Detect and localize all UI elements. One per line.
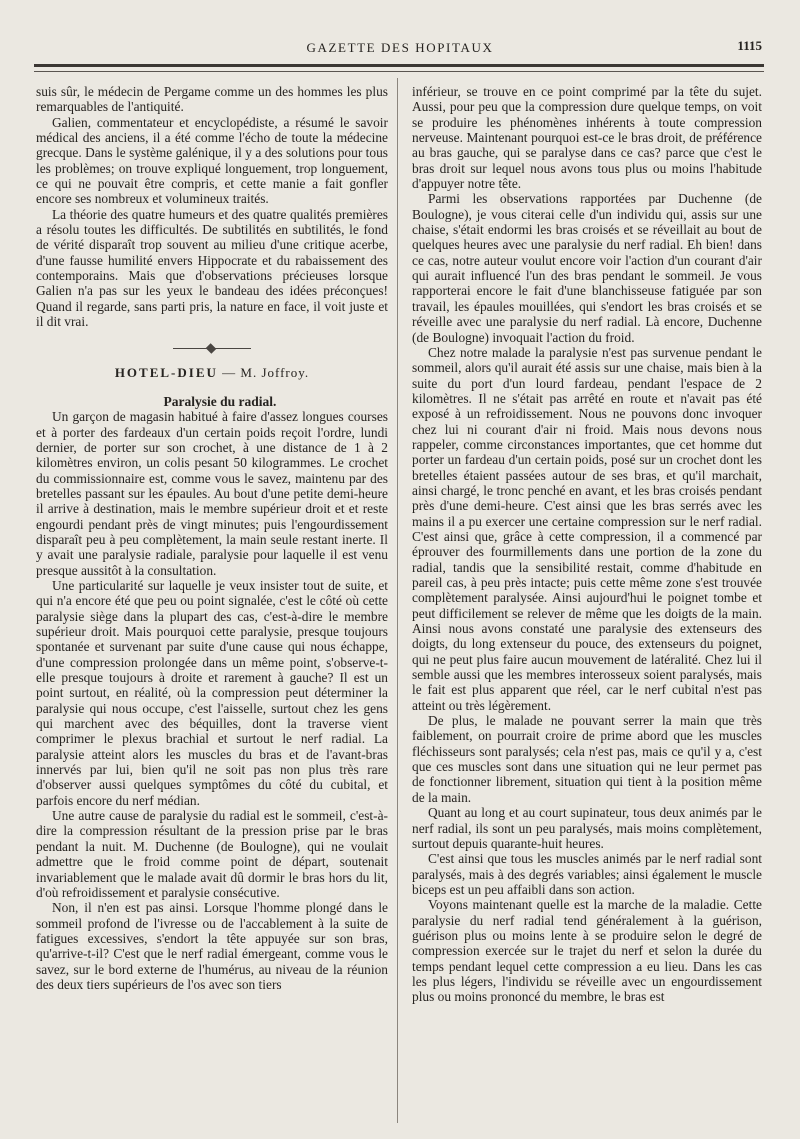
paragraph: Chez notre malade la paralysie n'est pas survenue pendant le sommeil, alors qu'il aurait été assis sur une chaise, mais bien à la suite du port d'un lourd fardeau, pendant l'espace de 2 kilomètres. Il ne s'était pas arrêté en route et n'avait pas été exposé à un refroidissement. Nous ne pouvons donc invoquer chez lui ni courant d'air ni froid. Mais nous devons nous rappeler, comme circonstances importantes, que cet homme dut porter un fardeau d'un certain poids, posé sur un crochet dont les bretelles étaient passées autour de ses bras, et qu'il marchait, ainsi chargé, le tronc penché en avant, et les bras croisés pendant près d'une demi-heure. C'est ainsi que les bras serrés avec les mains il a pu exercer une certaine compression sur le nerf radial. C'est ainsi que, grâce à cette compression, il a commencé par éprouver des fourmillements dans une portion de la zone du radial, tandis que la sensibilité restait, comme d'habitude en pareil cas, à peu près intacte; puis cette même zone s'est trouvée complètement paralysée. Ainsi aujourd'hui le poignet tombe et peut difficilement se relever de même que les doigts de la main. Ainsi nous avons constaté une paralysie des extenseurs des doigts, du long extenseur du pouce, des extenseurs du poignet, qui ne peut plus faire aucun mouvement de latéralité. Chez lui il semble aussi que les membres interosseux soient paralysés, mais le fait est plus apparent que réel, car le nerf cubital n'est pas atteint ou très légèrement. (412, 344, 762, 713)
right-column (412, 84, 762, 1005)
paragraph: Une autre cause de paralysie du radial est le sommeil, c'est-à-dire la compression résultant de la pression prise par le bras pendant la nuit. M. Duchenne (de Boulogne), qui ne voulait admettre que le froid comme point de départ, soutenait invariablement que le malade avait dû dormir le bras hors du lit, d'où refroidissement et paralysie consécutive. (36, 808, 388, 900)
doctor-name: M. Joffroy. (240, 364, 310, 380)
article-title: Paralysie du radial. (163, 393, 277, 409)
header-rule-thick (34, 64, 764, 67)
paragraph: suis sûr, le médecin de Pergame comme un des hommes les plus remarquables de l'antiquité. (36, 84, 388, 115)
left-column (36, 84, 388, 992)
header-rule-thin (34, 71, 764, 72)
paragraph: Galien, commentateur et encyclopédiste, a résumé le savoir médical des anciens, il a été comme l'écho de toute la médecine grecque. Dans le système galénique, il y a des solutions pour tous les problèmes; on trouve expliqué longuement, trop longuement, ce qui ne pouvait être compris, et cette manie a fait gonfler encore ses nombreux et volumineux traités. (36, 114, 388, 207)
paragraph: Parmi les observations rapportées par Duchenne (de Boulogne), je vous citerai celle d'un individu qui, assis sur une chaise, s'était endormi les bras croisés et se réveillait au bout de quelques heures avec une paralysie du nerf radial. Eh bien! dans ce cas, notre auteur voulut encore voir l'action d'un courant d'air qui aurait influencé l'un des bras pendant le sommeil. Je vous rapporterai encore le fait d'une blanchisseuse fatiguée par son travail, les épaules mouillées, qui s'endort les bras croisés et se réveille avec une paralysie du nerf radial. Là encore, Duchenne (de Boulogne) invoquait l'action du froid. (412, 191, 762, 345)
paragraph: La théorie des quatre humeurs et des quatre qualités premières a résolu toutes les difficultés. De subtilités en subtilités, le fond de vérité disparaît trop souvent au milieu d'une critique acerbe, d'une fausse humilité envers Hippocrate et du rabaissement des contemporains. Mais que d'observations précieuses lorsque Galien n'a pas sur les yeux le bandeau des idées préconçues! Quand il regarde, sans parti pris, la nature en face, il voit juste et il dit vrai. (36, 206, 388, 330)
hospital-name: HOTEL-DIEU (114, 364, 218, 380)
paragraph: Voyons maintenant quelle est la marche de la maladie. Cette paralysie du nerf radial tend généralement à la guérison, guérison plus ou moins lente à se produire selon le degré de compression exercée sur le trajet du nerf et selon la durée du temps pendant lequel cette compression a eu lieu. Dans les cas les plus légers, l'individu se réveille avec un engourdissement plus ou moins prononcé du membre, le bras est (412, 897, 762, 1005)
paragraph: De plus, le malade ne pouvant serrer la main que très faiblement, on pourrait croire de prime abord que les muscles fléchisseurs sont paralysés; cela n'est pas, mais ce qu'il y a, c'est que ces muscles sont dans une situation qui ne leur permet pas de fonctionner librement, situation qui tient à la position même de la main. (412, 713, 762, 805)
running-title: GAZETTE DES HOPITAUX (306, 40, 494, 55)
paragraph: Quant au long et au court supinateur, tous deux animés par le nerf radial, ils sont un peu paralysés, mais moins complètement, surtout depuis quarante-huit heures. (412, 805, 762, 851)
page-number: 1115 (737, 38, 762, 53)
paragraph: Non, il n'en est pas ainsi. Lorsque l'homme plongé dans le sommeil profond de l'ivresse ou de l'accablement à la suite de fatigues excessives, s'endort la tête appuyée sur son bras, qu'arrive-t-il? C'est que le nerf radial émergeant, comme vous le savez, sur le bord externe de l'humérus, au niveau de la réunion des deux tiers supérieurs de l'os avec son tiers (36, 900, 388, 992)
paragraph: inférieur, se trouve en ce point comprimé par la tête du sujet. Aussi, pour peu que la compression dure quelque temps, on voit se produire les phénomènes inhérents à toute compression nerveuse. Maintenant pourquoi est-ce le bras droit, de préférence au bras gauche, qui se paralyse dans ce cas? parce que c'est le bras droit sur lequel nous avons tous plus ou moins l'habitude d'appuyer notre tête. (412, 84, 762, 192)
section-separator (173, 348, 251, 349)
paragraph: Un garçon de magasin habitué à faire d'assez longues courses et à porter des fardeaux d'un certain poids reçoit l'ordre, lundi dernier, de porter sur son crochet, à une distance de 1 à 2 kilomètres environ, un colis pesant 50 kilogrammes. Le crochet du commissionnaire est, comme vous le savez, maintenu par des bretelles passant sur les épaules. Au bout d'une petite demi-heure il arrive à destination, mais le membre supérieur droit et et reste engourdi pendant près de vingt minutes; puis l'engourdissement disparaît peu à peu complètement, la main seule restant inerte. Il y avait une paralysie radiale, paralysie pour laquelle il est venu presque aussitôt à la consultation. (36, 409, 388, 578)
paragraph: Une particularité sur laquelle je veux insister tout de suite, et qui n'a encore été que peu ou point signalée, c'est le côté où cette paralysie siège dans la plupart des cas, c'est-à-dire le membre supérieur droit. Mais pourquoi cette paralysie, presque toujours spontanée et survenant par suite d'une cause qui nous échappe, d'une compression prolongée dans un même point, s'observe-t-elle presque toujours à droite et rarement à gauche? Il est un point surtout, en réalité, où la compression peut déterminer la paralysie qui nous occupe, c'est l'aisselle, surtout chez les gens qui marchent avec des béquilles, dont la traverse vient comprimer le plexus brachial et surtout le nerf radial. La paralysie atteint alors les muscles du bras et de l'avant-bras innervés par lui, bien qu'il ne soit pas non plus très rare d'observer aussi quelques symptômes du côté du cubital, et parfois encore du nerf médian. (36, 577, 388, 808)
section-heading (36, 365, 388, 380)
heading-dash: — (222, 364, 237, 380)
column-divider (397, 78, 398, 1123)
paragraph: C'est ainsi que tous les muscles animés par le nerf radial sont paralysés, mais à des degrés variables; ainsi également le muscle biceps est un peu affaibli dans son action. (412, 851, 762, 897)
